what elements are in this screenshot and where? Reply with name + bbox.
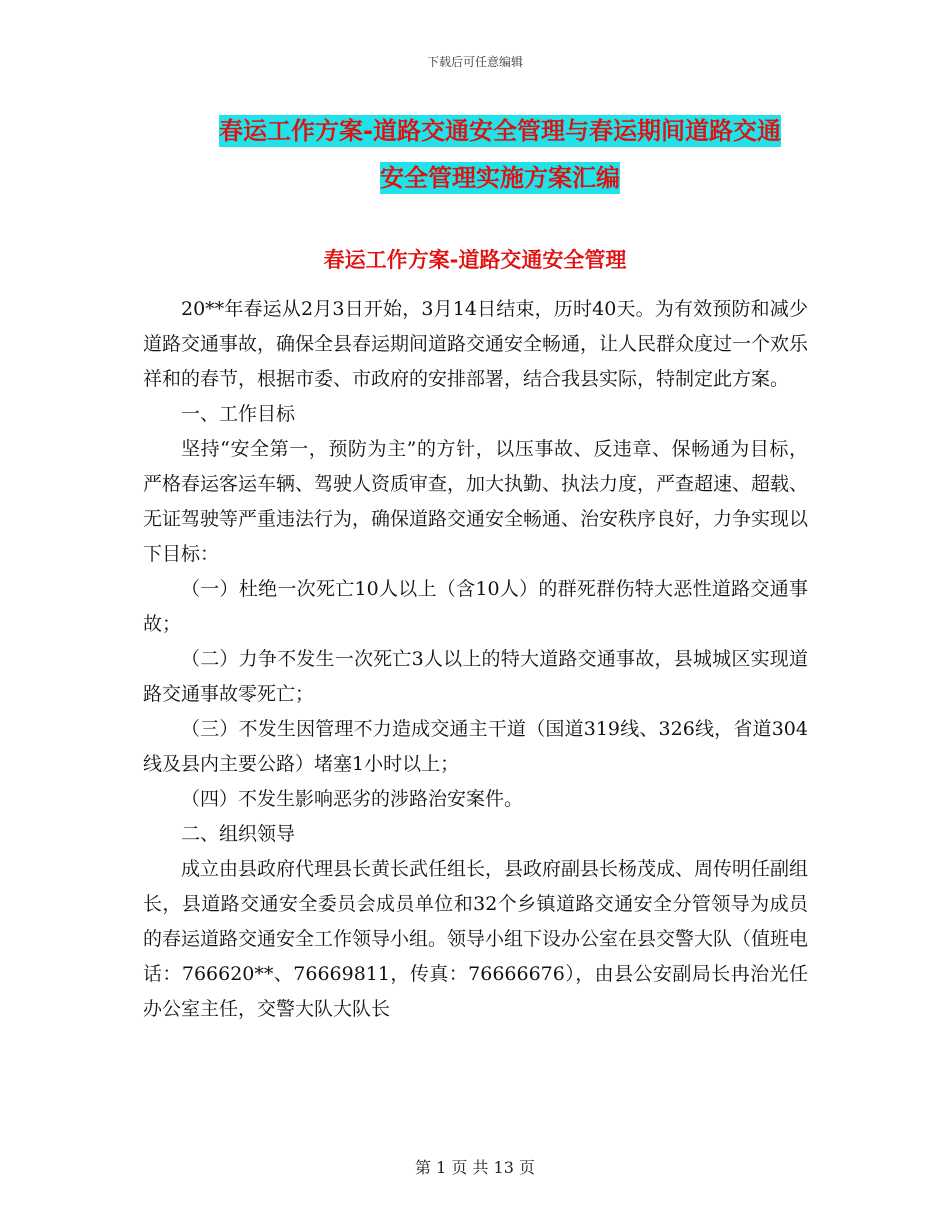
document-body (143, 292, 808, 1027)
page-number: 第 1 页 共 13 页 (415, 1158, 535, 1177)
goal-item-2: （二）力争不发生一次死亡3人以上的特大道路交通事故，县城城区实现道路交通事故零死亡； (143, 648, 808, 705)
goal-item-3: （三）不发生因管理不力造成交通主干道（国道319线、326线，省道304线及县内主要公路）堵塞1小时以上； (143, 718, 808, 775)
document-title-line-2: 安全管理实施方案汇编 (380, 164, 620, 192)
heading-work-goals: 一、工作目标 (181, 403, 296, 425)
section-title: 春运工作方案-道路交通安全管理 (323, 248, 627, 272)
goal-item-1: （一）杜绝一次死亡10人以上（含10人）的群死群伤特大恶性道路交通事故； (143, 578, 808, 635)
paragraph-intro: 20**年春运从2月3日开始，3月14日结束，历时40天。为有效预防和减少道路交通事故，确保全县春运期间道路交通安全畅通，让人民群众度过一个欢乐祥和的春节，根据市委、市政府的安排部署，结合我县实际，特制定此方案。 (143, 298, 809, 390)
header-note: 下载后可任意编辑 (426, 55, 523, 69)
document-title (140, 108, 860, 202)
heading-organization: 二、组织领导 (181, 823, 296, 845)
document-title-line-1: 春运工作方案-道路交通安全管理与春运期间道路交通 (219, 117, 781, 145)
goal-item-4: （四）不发生影响恶劣的涉路治安案件。 (181, 788, 524, 810)
paragraph-goals: 坚持“安全第一，预防为主”的方针，以压事故、反违章、保畅通为目标，严格春运客运车辆、驾驶人资质审查，加大执勤、执法力度，严查超速、超载、无证驾驶等严重违法行为，确保道路交通安全畅通、治安秩序良好，力争实现以下目标： (143, 438, 809, 565)
paragraph-organization: 成立由县政府代理县长黄长武任组长，县政府副县长杨茂成、周传明任副组长，县道路交通安全委员会成员单位和32个乡镇道路交通安全分管领导为成员的春运道路交通安全工作领导小组。领导小组下设办公室在县交警大队（值班电话：766620**、76669811，传真：76666676），由县公安副局长冉治光任办公室主任，交警大队大队长 (143, 858, 809, 1020)
